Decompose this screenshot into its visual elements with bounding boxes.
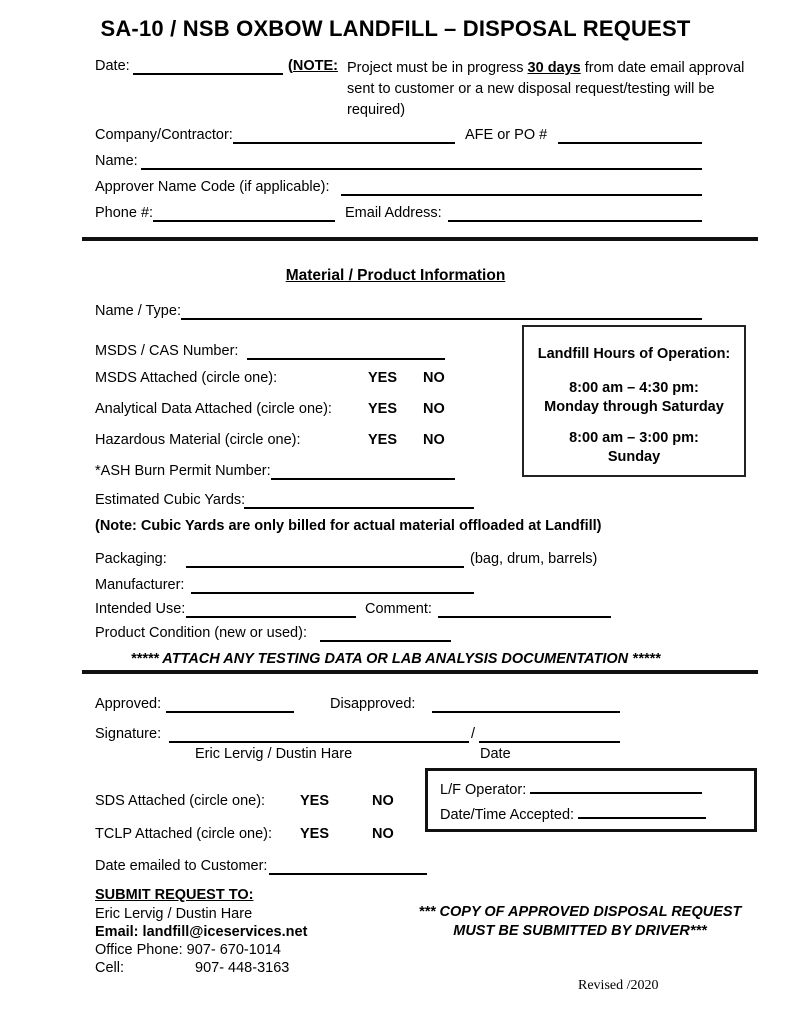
datetime-accepted-input-line[interactable]: [578, 804, 706, 819]
approved-input-line[interactable]: [166, 696, 294, 713]
sds-attached-no[interactable]: NO: [372, 793, 394, 809]
company-input-line[interactable]: [233, 127, 455, 144]
hours-box-title: Landfill Hours of Operation:: [537, 346, 731, 362]
driver-copy-note-line1: *** COPY OF APPROVED DISPOSAL REQUEST: [418, 904, 742, 920]
tclp-attached-no[interactable]: NO: [372, 826, 394, 842]
signature-input-line[interactable]: [169, 726, 469, 743]
date-input-line[interactable]: [133, 58, 283, 75]
submit-names: Eric Lervig / Dustin Hare: [95, 906, 253, 922]
weekday-hours: 8:00 am – 4:30 pm:: [569, 380, 699, 396]
signature-names-caption: Eric Lervig / Dustin Hare: [195, 746, 353, 762]
phone-label: Phone #:: [95, 205, 154, 221]
product-condition-input-line[interactable]: [320, 625, 451, 642]
msds-attached-label: MSDS Attached (circle one):: [95, 370, 278, 386]
name-type-label: Name / Type:: [95, 303, 181, 319]
cell-phone-label: Cell:: [95, 960, 125, 976]
approver-code-label: Approver Name Code (if applicable):: [95, 179, 330, 195]
msds-cas-input-line[interactable]: [247, 343, 445, 360]
sunday-hours: 8:00 am – 3:00 pm:: [569, 430, 699, 446]
driver-copy-note: [385, 903, 775, 941]
disapproved-input-line[interactable]: [432, 696, 620, 713]
note-paren: (: [288, 58, 293, 74]
note-label: NOTE:: [292, 58, 338, 74]
packaging-label: Packaging:: [95, 551, 167, 567]
sunday-days: Sunday: [607, 449, 661, 465]
datetime-accepted-label: Date/Time Accepted:: [440, 807, 575, 823]
cubic-yards-note: (Note: Cubic Yards are only billed for actual material offloaded at Landfill): [95, 518, 602, 534]
intended-use-input-line[interactable]: [186, 601, 356, 618]
ash-permit-label: *ASH Burn Permit Number:: [95, 463, 271, 479]
hazardous-material-label: Hazardous Material (circle one):: [95, 432, 301, 448]
weekday-days: Monday through Saturday: [544, 399, 724, 415]
note-text-pre: Project must be in progress: [347, 60, 528, 76]
afe-po-input-line[interactable]: [558, 127, 702, 144]
office-phone-label: Office Phone:: [95, 942, 183, 958]
material-section-heading: Material / Product Information: [285, 267, 506, 284]
note-text: [347, 58, 747, 121]
signature-label: Signature:: [95, 726, 162, 742]
intended-use-label: Intended Use:: [95, 601, 186, 617]
lf-operator-box: [425, 768, 757, 832]
office-phone-value: 907- 670-1014: [186, 942, 281, 958]
phone-input-line[interactable]: [153, 205, 335, 222]
tclp-attached-yes[interactable]: YES: [300, 826, 330, 842]
manufacturer-input-line[interactable]: [191, 577, 474, 594]
manufacturer-label: Manufacturer:: [95, 577, 185, 593]
packaging-hint: (bag, drum, barrels): [470, 551, 598, 567]
ash-permit-input-line[interactable]: [271, 463, 455, 480]
company-label: Company/Contractor:: [95, 127, 233, 143]
note-text-post: from date email approval sent to customer or a new disposal request/testing will be required): [347, 60, 745, 118]
office-phone: [95, 942, 281, 958]
attach-banner: ***** ATTACH ANY TESTING DATA OR LAB ANALYSIS DOCUMENTATION *****: [130, 651, 661, 667]
section-divider-top: [82, 237, 758, 241]
revision-note: Revised /2020: [578, 978, 659, 993]
analytical-data-label: Analytical Data Attached (circle one):: [95, 401, 332, 417]
product-condition-label: Product Condition (new or used):: [95, 625, 307, 641]
cell-phone-value: 907- 448-3163: [195, 960, 290, 976]
comment-input-line[interactable]: [438, 601, 611, 618]
name-input-line[interactable]: [141, 153, 702, 170]
analytical-data-yes[interactable]: YES: [368, 401, 398, 417]
submit-email: [95, 924, 307, 940]
cubic-yards-input-line[interactable]: [244, 492, 474, 509]
submit-email-label: Email:: [95, 924, 139, 940]
analytical-data-no[interactable]: NO: [423, 401, 445, 417]
approved-label: Approved:: [95, 696, 162, 712]
name-type-input-line[interactable]: [181, 303, 702, 320]
signature-slash: /: [471, 726, 476, 742]
name-label: Name:: [95, 153, 138, 169]
note-emphasis: 30 days: [527, 60, 581, 76]
msds-attached-yes[interactable]: YES: [368, 370, 398, 386]
comment-label: Comment:: [365, 601, 432, 617]
disapproved-label: Disapproved:: [330, 696, 416, 712]
tclp-attached-label: TCLP Attached (circle one):: [95, 826, 273, 842]
signature-date-caption: Date: [480, 746, 511, 762]
hazardous-material-no[interactable]: NO: [423, 432, 445, 448]
packaging-input-line[interactable]: [186, 551, 464, 568]
msds-cas-label: MSDS / CAS Number:: [95, 343, 239, 359]
lf-operator-input-line[interactable]: [530, 779, 702, 794]
submit-email-value: landfill@iceservices.net: [142, 924, 308, 940]
sds-attached-yes[interactable]: YES: [300, 793, 330, 809]
date-emailed-input-line[interactable]: [269, 858, 427, 875]
date-emailed-label: Date emailed to Customer:: [95, 858, 268, 874]
page-title: SA-10 / NSB OXBOW LANDFILL – DISPOSAL REQUEST: [100, 16, 691, 41]
landfill-hours-box: [522, 325, 746, 477]
note-open-paren: [288, 58, 338, 74]
submit-heading: SUBMIT REQUEST TO:: [95, 887, 254, 903]
email-address-input-line[interactable]: [448, 205, 702, 222]
approver-code-input-line[interactable]: [341, 179, 702, 196]
msds-attached-no[interactable]: NO: [423, 370, 445, 386]
sds-attached-label: SDS Attached (circle one):: [95, 793, 266, 809]
email-address-label: Email Address:: [345, 205, 442, 221]
signature-date-input-line[interactable]: [479, 726, 620, 743]
cubic-yards-label: Estimated Cubic Yards:: [95, 492, 246, 508]
lf-operator-label: L/F Operator:: [440, 782, 527, 798]
afe-po-label: AFE or PO #: [465, 127, 548, 143]
section-divider-bottom: [82, 670, 758, 674]
driver-copy-note-line2: MUST BE SUBMITTED BY DRIVER***: [453, 923, 707, 939]
date-label: Date:: [95, 58, 130, 74]
hazardous-material-yes[interactable]: YES: [368, 432, 398, 448]
